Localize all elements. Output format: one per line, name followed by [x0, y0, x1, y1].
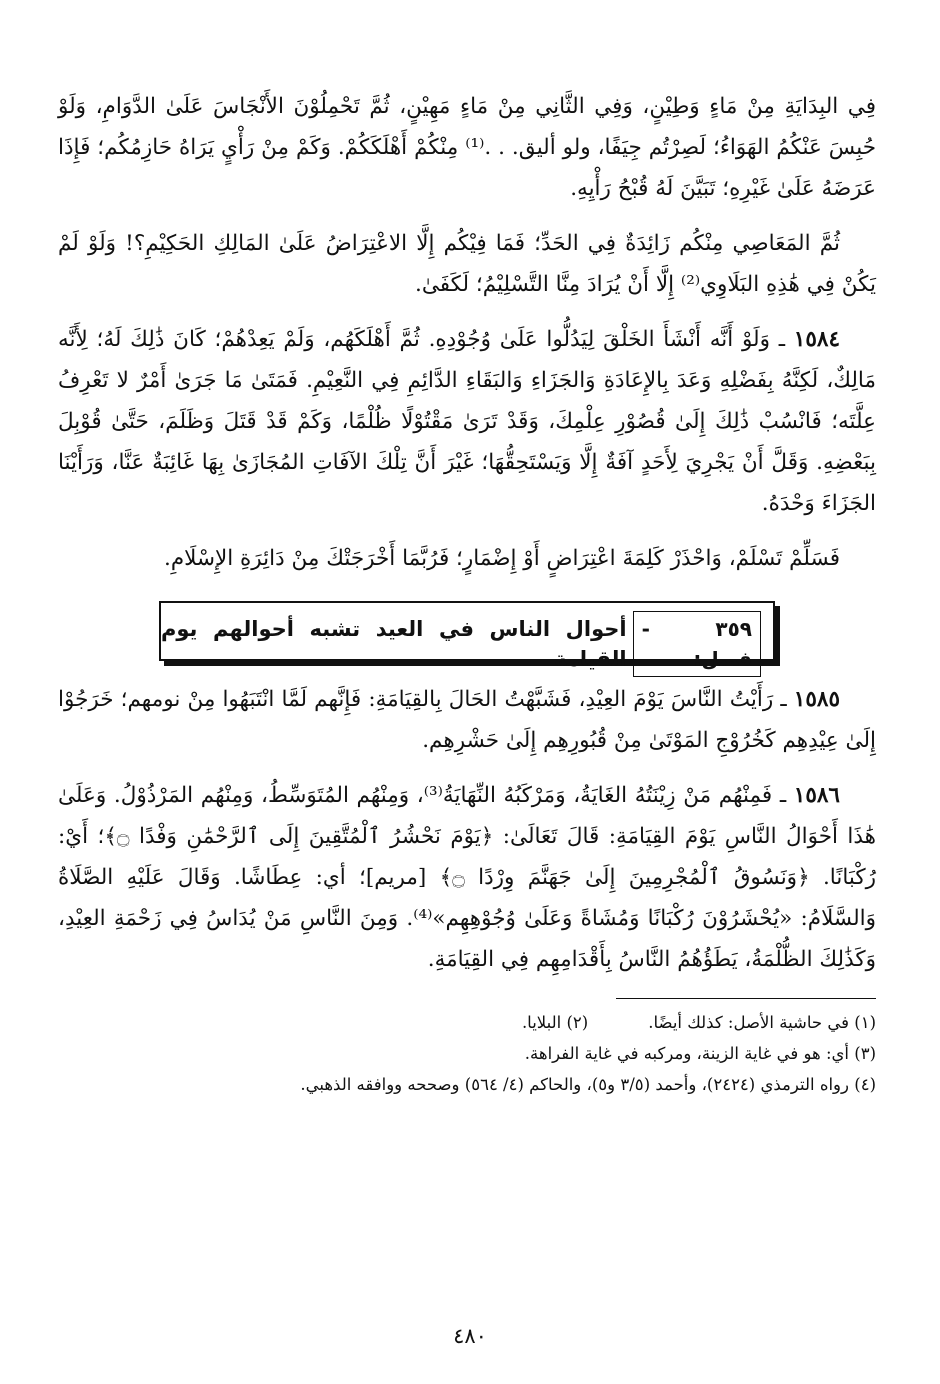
paragraph-number: ١٥٨٥ — [793, 687, 840, 712]
footnote-row — [58, 1007, 876, 1038]
footnote-1: (١) في حاشية الأصل: كذلك أيضًا. — [648, 1013, 876, 1032]
paragraph-1 — [58, 86, 876, 209]
footnote-3: (٣) أي: هو في غاية الزينة، ومركبه في غاية الفراهة. — [524, 1044, 876, 1063]
paragraph-1584 — [58, 319, 876, 524]
section-heading-box — [159, 601, 775, 671]
paragraph-text: ـ وَلَوْ أَنَّه أَنْشَأَ الخَلْقَ لِيَدُلُّوا عَلَىٰ وُجُوْدِهِ. ثُمَّ أَهْلَكَهُم، وَلَمْ يَعِدْهُمْ؛ كَانَ ذَٰلِكَ لَهُ؛ لِأَنَّه مَالِكٌ، لَكِنَّهُ بِفَضْلِهِ وَعَدَ بِالإِعَادَةِ وَالجَزَاءِ وَالبَقَاءِ الدَّائِمِ فِي النَّعِيْمِ. فَمَتَىٰ مَا جَرَىٰ أَمْرٌ لا تَعْرِفُ عِلَّتَه؛ فَانْسُبْ ذَٰلِكَ إِلَىٰ قُصُوْرِ عِلْمِكَ، وَقَدْ تَرَىٰ مَقْتُوْلًا ظُلْمًا، وَكَمْ قَدْ قَتَلَ وَظَلَمَ، حَتَّىٰ قُوْبِلَ بِبَعْضِهِ. وَقَلَّ أَنْ يَجْرِيَ لِأَحَدٍ آفَةٌ إِلَّا وَيَسْتَحِقُّهَا؛ غَيْرَ أَنَّ تِلْكَ الآفَاتِ المُجَازَىٰ بِهَا غَائِبَةٌ عَنَّا، وَرَأَيْنَا الجَزَاءَ وَحْدَهُ. — [58, 327, 876, 516]
paragraph-1585 — [58, 679, 876, 761]
section-label: ٣٥٩ - فصل: — [633, 611, 761, 677]
page-number: ٤٨٠ — [453, 1324, 487, 1348]
paragraph-4 — [58, 538, 876, 579]
footnote-2: (٢) البلايا. — [521, 1013, 589, 1032]
paragraph-text: ـ رَأَيْتُ النَّاسَ يَوْمَ العِيْدِ، فَشَبَّهْتُ الحَالَ بِالقِيَامَةِ: فَإِنَّهم لَمَّا انْتَبَهُوا مِنْ نومهم؛ خَرَجُوْا إِلَىٰ عِيْدِهِم كَخُرُوْجِ المَوْتَىٰ مِنْ قُبُورِهِم إِلَىٰ حَشْرِهِم. — [58, 687, 876, 753]
paragraph-text: فَسَلِّمْ تَسْلَمْ، وَاحْذَرْ كَلِمَةَ اعْتِرَاضٍ أَوْ إِضْمَارٍ؛ فَرُبَّمَا أَخْرَجَتْكَ مِنْ دَائِرَةِ الإِسْلَامِ. — [163, 546, 840, 571]
paragraph-text: ثُمَّ المَعَاصِي مِنْكُم زَائِدَةٌ فِي الحَدِّ؛ فَمَا فِيْكُم إِلَّا الاعْتِرَاضُ عَلَىٰ المَالِكِ الحَكِيْمِ؟! وَلَوْ لَمْ يَكُنْ فِي هَٰذِهِ البَلَاوِي⁽²⁾ إِلَّا أَنْ يُرَادَ مِنَّا التَّسْلِيْمُ؛ لَكَفَىٰ. — [58, 231, 876, 297]
section-title: أحوال الناس في العيد تشبه أحوالهم يوم القيامة — [161, 617, 627, 671]
paragraph-text: ـ فَمِنْهُم مَنْ زِيْنَتُهُ الغَايَةُ، وَمَرْكَبُهُ النِّهَايَةُ⁽³⁾، وَمِنْهُم المُتَوَسِّطُ، وَمِنْهُم المَرْذُوْلُ. وَعَلَىٰ هَٰذَا أَحْوَالُ النَّاسِ يَوْمَ القِيَامَةِ: قَالَ تَعَالَىٰ: ﴿يَوْمَ نَحْشُرُ ٱلْمُتَّقِينَ إِلَى ٱلرَّحْمَٰنِ وَفْدًا ۝﴾؛ أَيْ: رُكْبَانًا. ﴿وَنَسُوقُ ٱلْمُجْرِمِينَ إِلَىٰ جَهَنَّمَ وِرْدًا ۝﴾ [مريم]؛ أي: عِطَاشًا. وَقَالَ عَلَيْهِ الصَّلَاةُ وَالسَّلَامُ: «يُحْشَرُوْنَ رُكْبَانًا وَمُشَاةً وَعَلَىٰ وُجُوْهِهِم»⁽⁴⁾. وَمِنَ النَّاسِ مَنْ يُدَاسُ فِي زَحْمَةِ العِيْدِ، وَكَذَٰلِكَ الظُّلْمَةُ، يَطَؤُهُمُ النَّاسُ بِأَقْدَامِهِم فِي القِيَامَةِ. — [58, 783, 876, 972]
footnote-divider — [616, 998, 876, 999]
paragraph-text: فِي البِدَايَةِ مِنْ مَاءٍ وَطِيْنٍ، وَفِي الثَّانِي مِنْ مَاءٍ مَهِيْنٍ، ثُمَّ تَحْمِلُوْنَ الأَنْجَاسَ عَلَىٰ الدَّوَامِ، وَلَوْ حُبِسَ عَنْكُمُ الهَوَاءُ؛ لَصِرْتُم جِيَفًا، ولو أليق. . .⁽¹⁾ مِنْكُمْ أَهْلَكَكُمْ. وَكَمْ مِنْ رَأْيٍ يَرَاهُ حَازِمُكُم؛ فَإِذَا عَرَضَهُ عَلَىٰ غَيْرِهِ؛ تَبَيَّنَ لَهُ قُبْحُ رَأْيِهِ. — [58, 94, 876, 201]
footnotes — [58, 1007, 876, 1100]
paragraph-number: ١٥٨٤ — [793, 327, 840, 352]
paragraph-number: ١٥٨٦ — [793, 783, 840, 808]
section-heading — [161, 611, 761, 677]
paragraph-1586 — [58, 775, 876, 980]
page-body — [58, 86, 876, 1100]
footnote-4: (٤) رواه الترمذي (٢٤٢٤)، وأحمد (٣/٥ و٥)، والحاكم (٤/ ٥٦٤) وصححه ووافقه الذهبي. — [300, 1075, 876, 1094]
paragraph-2 — [58, 223, 876, 305]
